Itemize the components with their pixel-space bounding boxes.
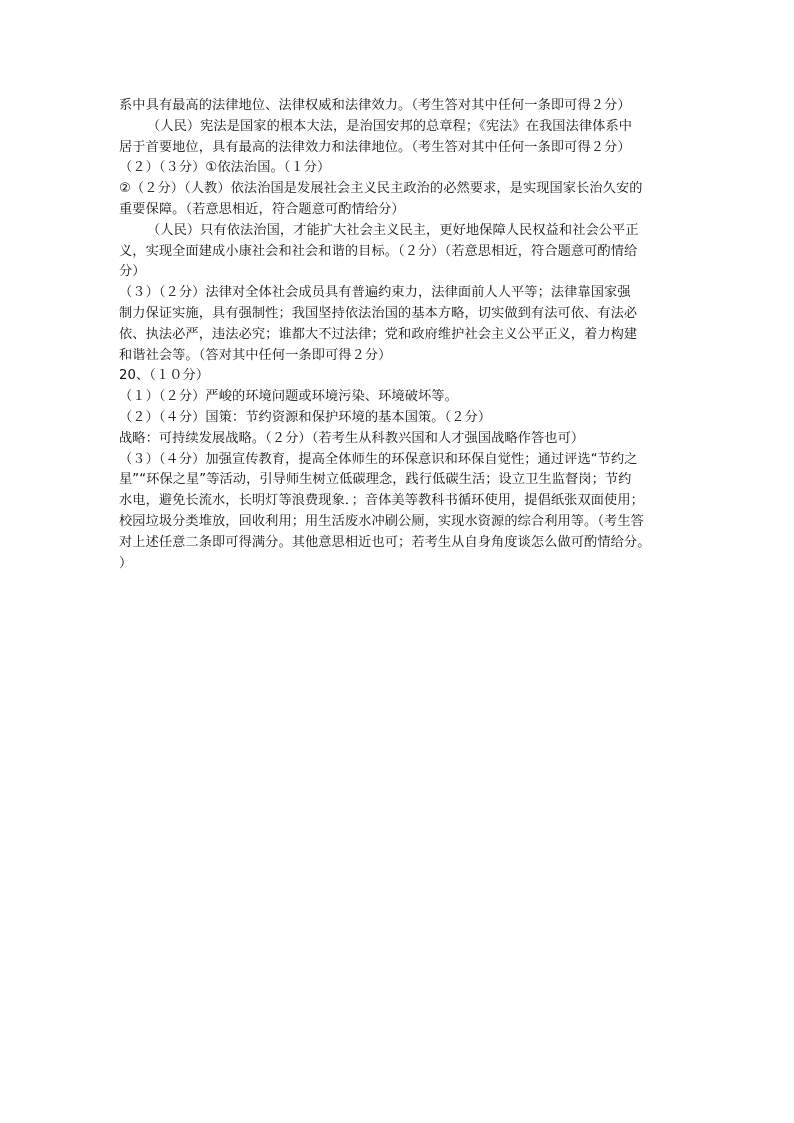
text-line: ）: [119, 555, 133, 571]
text-line: （１）（２分）严峻的环境问题或环境污染、环境破坏等。: [119, 389, 458, 405]
text-line: 义，实现全面建成小康社会和社会和谐的目标。（２分）（若意思相近，符合题意可酌情给: [119, 243, 638, 259]
text-line: 系中具有最高的法律地位、法律权威和法律效力。（考生答对其中任何一条即可得２分）: [119, 98, 631, 113]
text-line: （人民）宪法是国家的根本大法，是治国安邦的总章程；《宪法》在我国法律体系中: [147, 118, 633, 134]
text-line: 战略：可持续发展战略。（２分）（若考生从科教兴国和人才强国战略作答也可）: [119, 430, 585, 446]
text-line: 星”“环保之星”等活动，引导师生树立低碳理念，践行低碳生活；设立卫生监督岗；节约: [119, 472, 632, 488]
text-line: ②（２分）（人教）依法治国是发展社会主义民主政治的必然要求，是实现国家长治久安的: [119, 181, 643, 197]
text-line: （２）（３分）①依法治国。（１分）: [119, 160, 331, 176]
text-line: （３）（２分）法律对全体社会成员具有普遍约束力，法律面前人人平等；法律靠国家强: [119, 285, 631, 301]
text-line: 校园垃圾分类堆放，回收利用；用生活废水冲刷公厕，实现水资源的综合利用等。（考生答: [119, 513, 644, 529]
text-line: 水电，避免长流水，长明灯等浪费现象．；音体美等教科书循环使用，提倡纸张双面使用；: [119, 493, 644, 509]
question-number: 20、（１０分）: [119, 368, 210, 384]
text-line: 对上述任意二条即可得满分。其他意思相近也可；若考生从自身角度谈怎么做可酌情给分。: [119, 534, 651, 550]
text-line: 和谐社会等。（答对其中任何一条即可得２分）: [119, 347, 392, 363]
text-line: 重要保障。（若意思相近，符合题意可酌情给分）: [119, 201, 405, 217]
text-line: （２）（４分）国策：节约资源和保护环境的基本国策。（２分）: [119, 409, 492, 425]
text-line: 制力保证实施，具有强制性；我国坚持依法治国的基本方略，切实做到有法可依、有法必: [119, 305, 638, 321]
text-line: 依、执法必严，违法必究；谁都大不过法律；党和政府维护社会主义公平正义，着力构建: [119, 326, 638, 342]
text-line: 居于首要地位，具有最高的法律效力和法律地位。（考生答对其中任何一条即可得２分）: [119, 139, 631, 155]
text-line: （３）（４分）加强宣传教育，提高全体师生的环保意识和环保自觉性；通过评选“节约之: [119, 451, 638, 467]
text-line: （人民）只有依法治国，才能扩大社会主义民主，更好地保障人民权益和社会公平正: [147, 222, 639, 238]
text-line: 分）: [119, 264, 146, 280]
answer-text-block: [119, 96, 679, 574]
